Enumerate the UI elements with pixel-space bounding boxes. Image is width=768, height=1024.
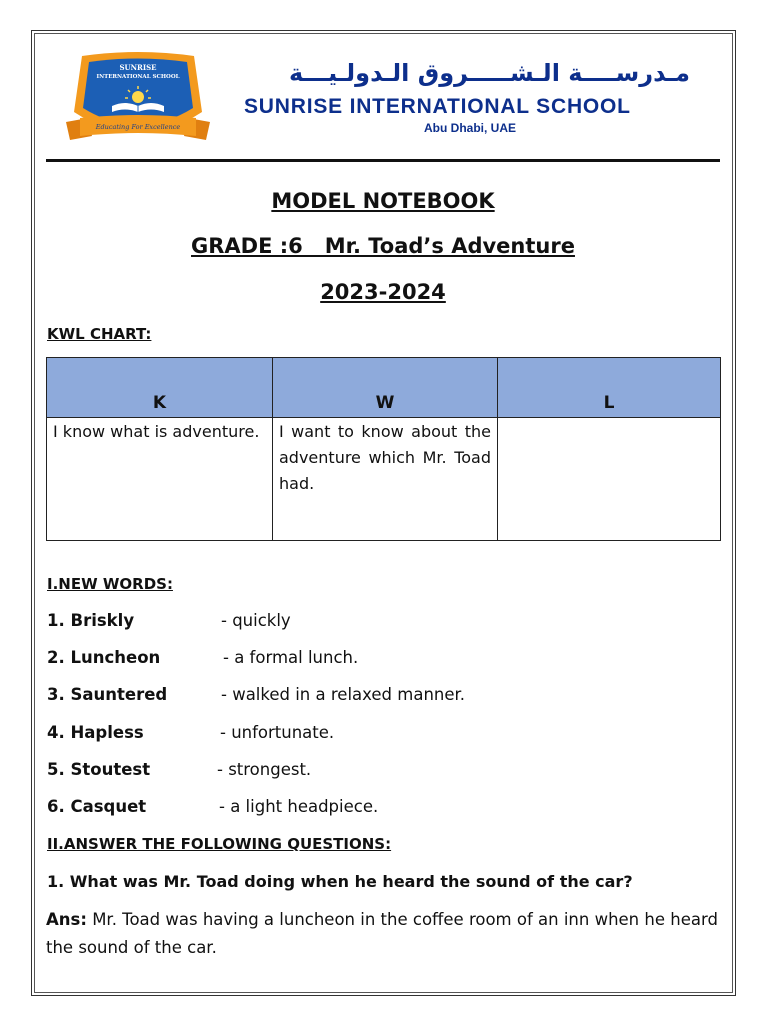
notebook-title: MODEL NOTEBOOK — [271, 189, 495, 213]
kwl-column-l: L — [498, 358, 721, 418]
word-definition: - a formal lunch. — [223, 648, 359, 667]
kwl-cell-w: I want to know about the adventure which Mr. Toad had. — [273, 418, 498, 541]
answer-label: Ans: — [46, 910, 87, 929]
word-definition: - quickly — [221, 611, 291, 630]
kwl-cell-l — [498, 418, 721, 541]
logo-text-line1: SUNRISE — [119, 63, 157, 72]
kwl-header-row — [47, 358, 721, 418]
school-logo — [62, 50, 214, 148]
logo-motto: Educating For Excellence — [95, 123, 181, 131]
kwl-cell-k: I know what is adventure. — [47, 418, 273, 541]
questions-heading: II.ANSWER THE FOLLOWING QUESTIONS: — [47, 835, 392, 853]
header-divider — [46, 159, 720, 162]
kwl-content-row — [47, 418, 721, 541]
word-term: 3. Sauntered — [47, 685, 168, 704]
school-location: Abu Dhabi, UAE — [424, 121, 516, 135]
kwl-column-w: W — [273, 358, 498, 418]
grade-lesson-title: GRADE :6 Mr. Toad’s Adventure — [191, 234, 575, 258]
school-name: SUNRISE INTERNATIONAL SCHOOL — [244, 95, 631, 118]
word-term: 6. Casquet — [47, 797, 147, 816]
kwl-chart-heading: KWL CHART: — [47, 325, 152, 343]
word-term: 2. Luncheon — [47, 648, 161, 667]
word-definition: - unfortunate. — [220, 723, 335, 742]
word-definition: - walked in a relaxed manner. — [221, 685, 466, 704]
word-definition: - strongest. — [217, 760, 312, 779]
new-words-heading: I.NEW WORDS: — [47, 575, 173, 593]
answer-block — [46, 906, 726, 962]
word-definition: - a light headpiece. — [219, 797, 379, 816]
question-text: 1. What was Mr. Toad doing when he heard the sound of the car? — [47, 872, 633, 891]
kwl-column-k: K — [47, 358, 273, 418]
answer-text: Mr. Toad was having a luncheon in the coffee room of an inn when he heard the sound of the car. — [46, 910, 718, 957]
logo-text-line2: INTERNATIONAL SCHOOL — [96, 74, 180, 80]
word-term: 4. Hapless — [47, 723, 144, 742]
kwl-chart-table — [46, 357, 721, 541]
word-term: 1. Briskly — [47, 611, 135, 630]
word-term: 5. Stoutest — [47, 760, 151, 779]
academic-year: 2023-2024 — [320, 280, 446, 304]
school-name-arabic: مـدرســــة الـشـــــروق الـدولـيـــة — [288, 59, 690, 87]
